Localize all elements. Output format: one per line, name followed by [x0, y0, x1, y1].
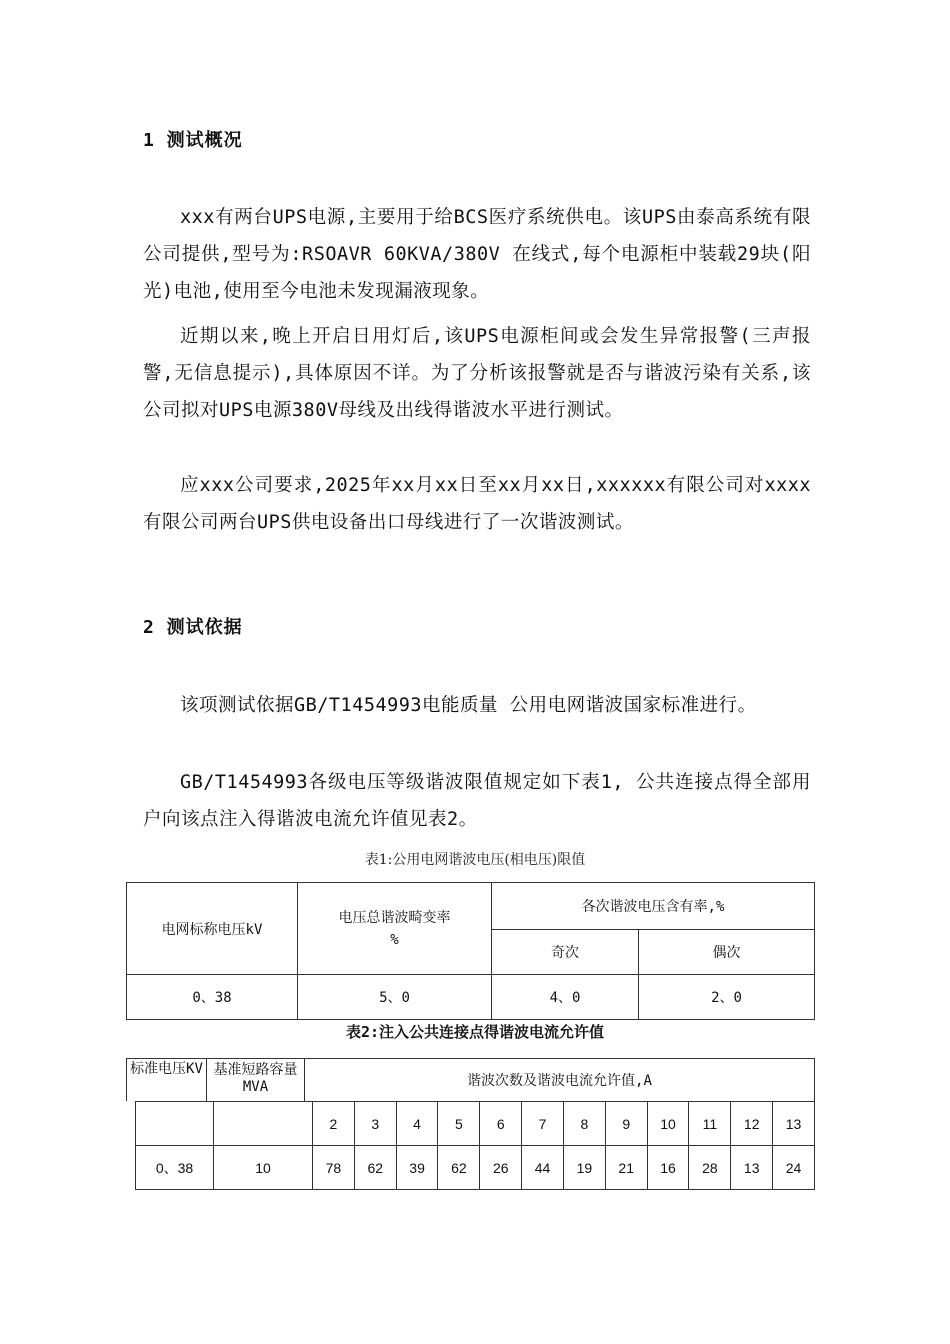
cell: 9	[605, 1102, 647, 1146]
cell: 0、38	[127, 975, 298, 1020]
cell: 4	[396, 1102, 438, 1146]
cell: 78	[313, 1146, 355, 1190]
cell: 2	[313, 1102, 355, 1146]
cell: 24	[773, 1146, 815, 1190]
paragraph: xxx有两台UPS电源,主要用于给BCS医疗系统供电。该UPS由泰高系统有限公司提供,型号为:RSOAVR 60KVA/380V 在线式,每个电源柜中装载29块(阳光)电池,使用至今电池未发现漏液现象。	[143, 207, 811, 302]
cell: 19	[563, 1146, 605, 1190]
cell: 62	[354, 1146, 396, 1190]
cell: 13	[773, 1102, 815, 1146]
table-row	[127, 975, 815, 1020]
cell: 10	[647, 1102, 689, 1146]
cell	[214, 1102, 313, 1146]
table-row	[136, 1146, 815, 1190]
table-row	[136, 1102, 815, 1146]
cell: 3	[354, 1102, 396, 1146]
header-harmonic-current: 谐波次数及谐波电流允许值,A	[467, 1073, 652, 1089]
header-voltage: 电网标称电压kV	[127, 883, 298, 975]
paragraph: 该项测试依据GB/T1454993电能质量 公用电网谐波国家标准进行。	[180, 695, 757, 716]
header-thd-line1: 电压总谐波畸变率	[338, 909, 451, 926]
cell: 26	[480, 1146, 522, 1190]
header-thd	[298, 883, 492, 975]
header-thd-line2: %	[390, 931, 399, 948]
table2-header	[126, 1058, 815, 1101]
header-standard-voltage: 标准电压KV	[127, 1059, 207, 1101]
cell: 8	[563, 1102, 605, 1146]
harmonic-current-limit-table	[135, 1101, 815, 1190]
paragraph: 近期以来,晚上开启日用灯后,该UPS电源柜间或会发生异常报警(三声报警,无信息提示),具体原因不详。为了分析该报警就是否与谐波污染有关系,该公司拟对UPS电源380V母线及出线得谐波水平进行测试。	[143, 326, 811, 421]
harmonic-voltage-limit-table	[126, 882, 815, 1020]
cell: 28	[689, 1146, 731, 1190]
cell: 39	[396, 1146, 438, 1190]
cell: 11	[689, 1102, 731, 1146]
header-even: 偶次	[639, 930, 815, 975]
cell: 0、38	[136, 1146, 214, 1190]
cell: 5	[438, 1102, 480, 1146]
cell: 7	[522, 1102, 564, 1146]
cell: 13	[731, 1146, 773, 1190]
header-short-circuit-capacity: 基准短路容量MVA	[207, 1059, 305, 1101]
cell: 16	[647, 1146, 689, 1190]
cell: 2、0	[639, 975, 815, 1020]
cell: 10	[214, 1146, 313, 1190]
header-each-harmonic: 各次谐波电压含有率,%	[492, 883, 815, 930]
table1-caption: 表1:公用电网谐波电压(相电压)限值	[364, 852, 586, 868]
cell: 4、0	[492, 975, 639, 1020]
header-odd: 奇次	[492, 930, 639, 975]
cell: 62	[438, 1146, 480, 1190]
section-2-heading: 2 测试依据	[143, 617, 243, 638]
paragraph: 应xxx公司要求,2025年xx月xx日至xx月xx日,xxxxxx有限公司对xxxx有限公司两台UPS供电设备出口母线进行了一次谐波测试。	[143, 475, 811, 533]
cell: 5、0	[298, 975, 492, 1020]
table2-caption: 表2:注入公共连接点得谐波电流允许值	[345, 1023, 605, 1041]
cell	[136, 1102, 214, 1146]
cell: 12	[731, 1102, 773, 1146]
cell: 21	[605, 1146, 647, 1190]
paragraph: GB/T1454993各级电压等级谐波限值规定如下表1, 公共连接点得全部用户向该点注入得谐波电流允许值见表2。	[143, 772, 811, 830]
cell: 44	[522, 1146, 564, 1190]
cell: 6	[480, 1102, 522, 1146]
section-1-heading: 1 测试概况	[143, 130, 243, 151]
